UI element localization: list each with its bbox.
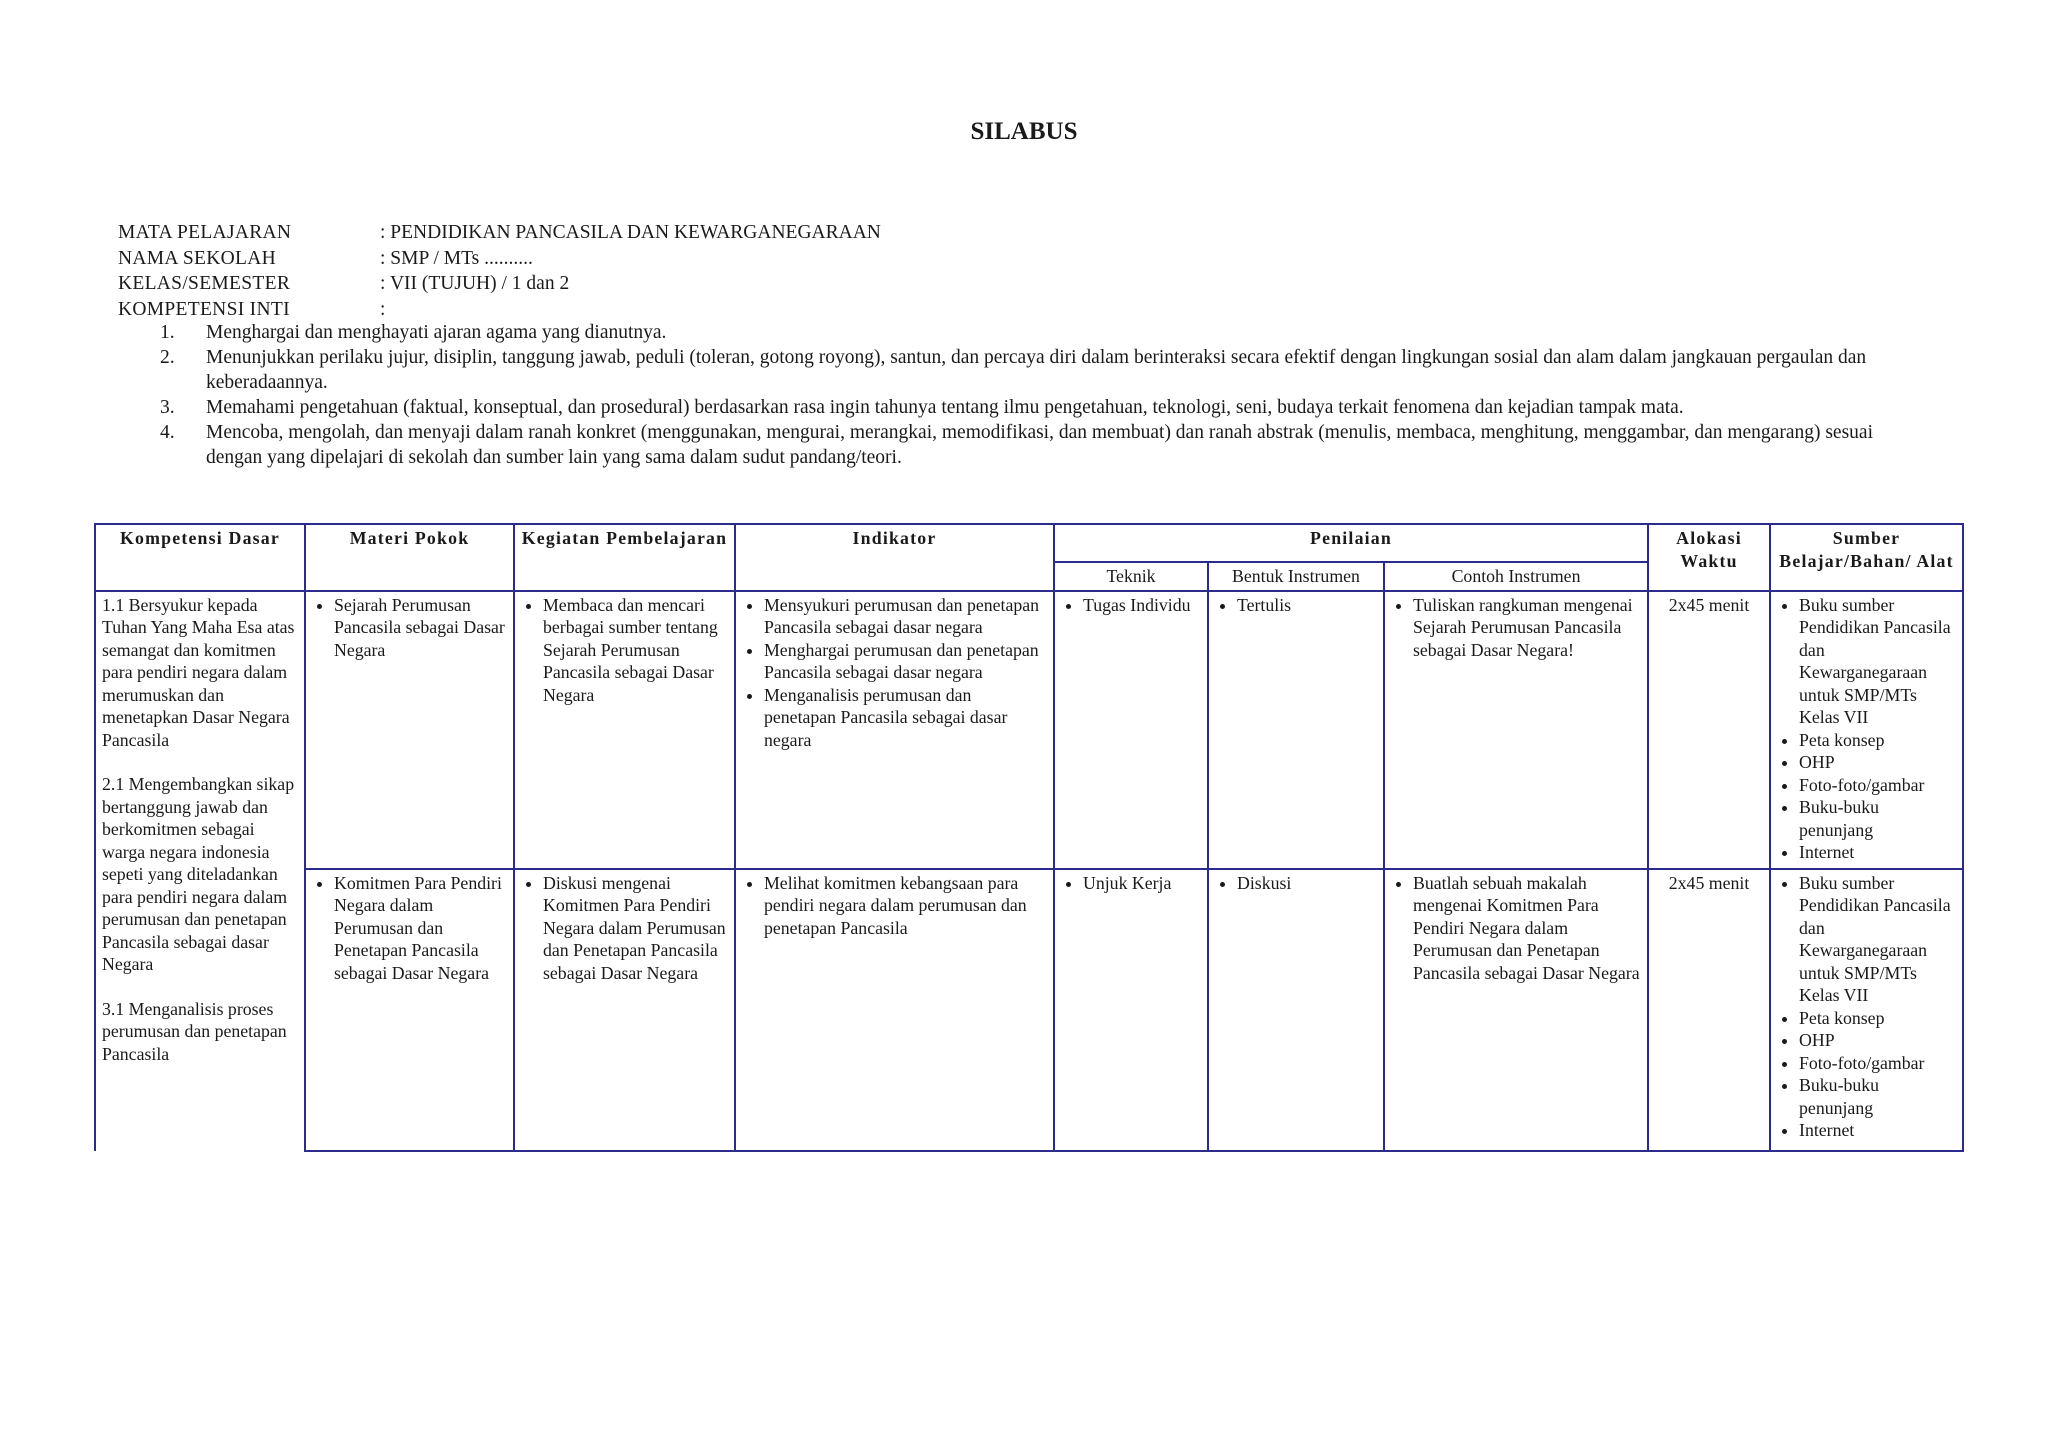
materi-cell: [305, 591, 514, 869]
sumber-cell: [1770, 869, 1963, 1151]
list-item: • Unjuk Kerja: [1083, 872, 1201, 895]
list-item: • Peta konsep: [1799, 1007, 1956, 1030]
header-indikator: Indikator: [735, 524, 1054, 591]
kd-item: 2.1 Mengembangkan sikap bertanggung jawab dan berkomitmen sebagai warga negara indonesia sepeti yang diteladankan para pendiri negara dalam perumusan dan penetapan Pancasila sebagai dasar Negara: [102, 774, 295, 974]
alokasi-cell: 2x45 menit: [1648, 591, 1770, 869]
alokasi-cell: 2x45 menit: [1648, 869, 1770, 1151]
list-item: [160, 345, 1920, 395]
list-item: • Menghargai perumusan dan penetapan Pancasila sebagai dasar negara: [764, 639, 1047, 684]
bentuk-cell: [1208, 591, 1384, 869]
list-text: Menghargai dan menghayati ajaran agama yang dianutnya.: [206, 322, 667, 343]
kegiatan-cell: [514, 869, 735, 1151]
kegiatan-cell: [514, 591, 735, 869]
header-bentuk-instrumen: Bentuk Instrumen: [1208, 562, 1384, 591]
list-item: • OHP: [1799, 1029, 1956, 1052]
meta-value: :: [380, 298, 386, 320]
kd-item: 3.1 Menganalisis proses perumusan dan penetapan Pancasila: [102, 998, 287, 1064]
list-text: Mencoba, mengolah, dan menyaji dalam ranah konkret (menggunakan, mengurai, merangkai, memodifikasi, dan membuat) dan ranah abstrak (menulis, membaca, menghitung, menggambar, dan mengarang) sesuai dengan yang dipelajari di sekolah dan sumber lain yang sama dalam sudut pandang/teori.: [206, 422, 1874, 468]
list-text: Memahami pengetahuan (faktual, konseptual, dan prosedural) berdasarkan rasa ingin tahunya tentang ilmu pengetahuan, teknologi, seni, budaya terkait fenomena dan kejadian tampak mata.: [206, 397, 1684, 418]
document-title: SILABUS: [970, 118, 1078, 145]
sumber-cell: [1770, 591, 1963, 869]
list-item: • Komitmen Para Pendiri Negara dalam Perumusan dan Penetapan Pancasila sebagai Dasar Negara: [334, 872, 507, 985]
list-item: • Diskusi: [1237, 872, 1377, 895]
contoh-cell: [1384, 869, 1648, 1151]
bentuk-cell: [1208, 869, 1384, 1151]
list-item: • Tugas Individu: [1083, 594, 1201, 617]
list-text: Menunjukkan perilaku jujur, disiplin, tanggung jawab, peduli (toleran, gotong royong), santun, dan percaya diri dalam berinteraksi secara efektif dengan lingkungan sosial dan alam dalam jangkauan pergaulan dan keberadaannya.: [206, 347, 1867, 393]
list-item: • Foto-foto/gambar: [1799, 1052, 1956, 1075]
header-penilaian: Penilaian: [1054, 524, 1648, 562]
meta-value: : VII (TUJUH) / 1 dan 2: [380, 273, 570, 294]
meta-key: MATA PELAJARAN: [118, 222, 292, 243]
meta-value: : PENDIDIKAN PANCASILA DAN KEWARGANEGARAAN: [380, 222, 881, 243]
header-alokasi-waktu: Alokasi Waktu: [1648, 524, 1770, 591]
teknik-cell: [1054, 591, 1208, 869]
meta-key: KELAS/SEMESTER: [118, 273, 291, 294]
kd-item: 1.1 Bersyukur kepada Tuhan Yang Maha Esa atas semangat dan komitmen para pendiri negara dalam merumuskan dan menetapkan Dasar Negara Pancasila: [102, 594, 295, 750]
list-item: • Buku sumber Pendidikan Pancasila dan Kewarganegaraan untuk SMP/MTs Kelas VII: [1799, 872, 1956, 1007]
materi-cell: [305, 869, 514, 1151]
list-item: • Sejarah Perumusan Pancasila sebagai Dasar Negara: [334, 594, 507, 662]
indikator-cell: [735, 591, 1054, 869]
meta-key: NAMA SEKOLAH: [118, 247, 276, 269]
header-materi-pokok: Materi Pokok: [305, 524, 514, 591]
meta-value: : SMP / MTs ..........: [380, 247, 533, 269]
meta-key: KOMPETENSI INTI: [118, 298, 290, 320]
meta-row-school: [118, 246, 881, 272]
list-number: 2.: [160, 347, 175, 368]
meta-row-core-competency: [118, 297, 881, 323]
core-competency-list: [160, 320, 1920, 470]
list-item: • Internet: [1799, 1119, 1956, 1142]
list-item: [160, 320, 1920, 345]
header-teknik: Teknik: [1054, 562, 1208, 591]
list-number: 1.: [160, 322, 175, 343]
list-item: • OHP: [1799, 751, 1956, 774]
kompetensi-dasar-cell: [95, 591, 305, 1151]
meta-row-subject: [118, 220, 881, 246]
list-item: • Tuliskan rangkuman mengenai Sejarah Perumusan Pancasila sebagai Dasar Negara!: [1413, 594, 1641, 662]
list-item: [160, 395, 1920, 420]
list-item: • Peta konsep: [1799, 729, 1956, 752]
table-row: [95, 591, 1963, 869]
list-item: • Mensyukuri perumusan dan penetapan Pancasila sebagai dasar negara: [764, 594, 1047, 639]
syllabus-table: [94, 523, 1964, 1152]
indikator-cell: [735, 869, 1054, 1151]
list-number: 4.: [160, 422, 175, 443]
teknik-cell: [1054, 869, 1208, 1151]
header-contoh-instrumen: Contoh Instrumen: [1384, 562, 1648, 591]
table-row: [95, 869, 1963, 1151]
list-item: • Foto-foto/gambar: [1799, 774, 1956, 797]
list-item: • Buku sumber Pendidikan Pancasila dan Kewarganegaraan untuk SMP/MTs Kelas VII: [1799, 594, 1956, 729]
list-item: • Diskusi mengenai Komitmen Para Pendiri Negara dalam Perumusan dan Penetapan Pancasila sebagai Dasar Negara: [543, 872, 728, 985]
list-item: • Internet: [1799, 841, 1956, 864]
meta-row-class: [118, 271, 881, 297]
list-item: • Menganalisis perumusan dan penetapan Pancasila sebagai dasar negara: [764, 684, 1047, 752]
header-kompetensi-dasar: Kompetensi Dasar: [95, 524, 305, 591]
list-number: 3.: [160, 397, 175, 418]
header-sumber-belajar: Sumber Belajar/Bahan/ Alat: [1770, 524, 1963, 591]
list-item: • Buku-buku penunjang: [1799, 1074, 1956, 1119]
header-kegiatan: Kegiatan Pembelajaran: [514, 524, 735, 591]
course-info: [118, 220, 881, 322]
list-item: • Melihat komitmen kebangsaan para pendiri negara dalam perumusan dan penetapan Pancasila: [764, 872, 1047, 940]
list-item: • Membaca dan mencari berbagai sumber tentang Sejarah Perumusan Pancasila sebagai Dasar Negara: [543, 594, 728, 707]
list-item: • Tertulis: [1237, 594, 1377, 617]
list-item: [160, 420, 1920, 470]
list-item: • Buku-buku penunjang: [1799, 796, 1956, 841]
contoh-cell: [1384, 591, 1648, 869]
list-item: • Buatlah sebuah makalah mengenai Komitmen Para Pendiri Negara dalam Perumusan dan Penetapan Pancasila sebagai Dasar Negara: [1413, 872, 1641, 985]
